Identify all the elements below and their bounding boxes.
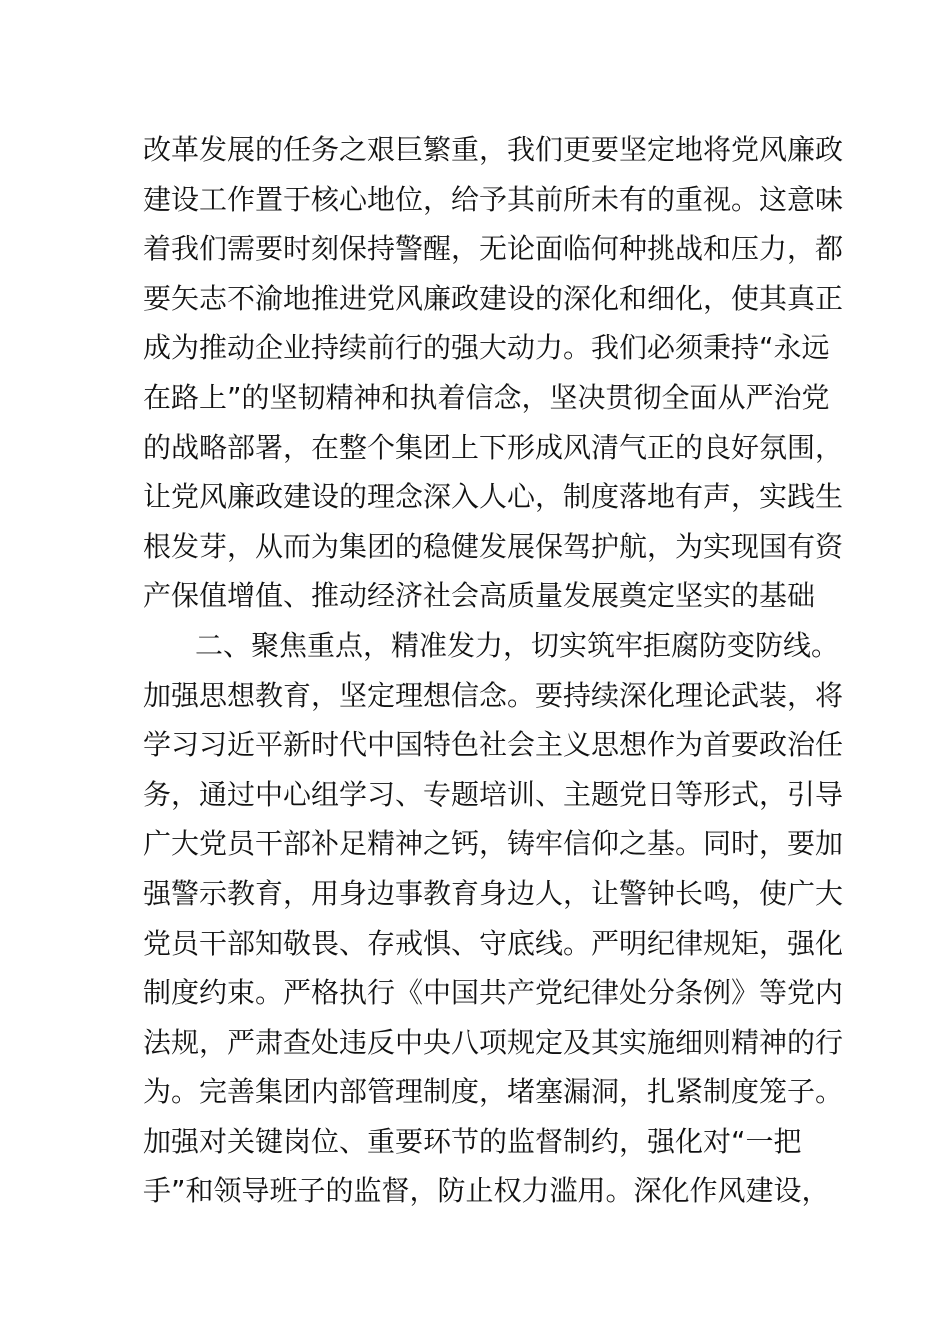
- text-line: 广大党员干部补足精神之钙，铸牢信仰之基。同时，要加: [143, 827, 844, 861]
- text-line: 根发芽，从而为集团的稳健发展保驾护航，为实现国有资: [143, 529, 844, 563]
- text-line: 手”和领导班子的监督，防止权力滥用。深化作风建设，: [143, 1174, 830, 1208]
- text-line: 为。完善集团内部管理制度，堵塞漏洞，扎紧制度笼子。: [143, 1075, 844, 1109]
- text-line: 在路上”的坚韧精神和执着信念，坚决贯彻全面从严治党: [143, 380, 830, 414]
- text-line: 要矢志不渝地推进党风廉政建设的深化和细化，使其真正: [143, 281, 844, 315]
- text-line: 法规，严肃查处违反中央八项规定及其实施细则精神的行: [143, 1025, 844, 1059]
- document-body-text: [143, 125, 844, 1216]
- text-line: 党员干部知敬畏、存戒惧、守底线。严明纪律规矩，强化: [143, 926, 844, 960]
- text-line: 建设工作置于核心地位，给予其前所未有的重视。这意味: [143, 182, 844, 216]
- text-line: 强警示教育，用身边事教育身边人，让警钟长鸣，使广大: [143, 876, 844, 910]
- text-line: 加强对关键岗位、重要环节的监督制约，强化对“一把: [143, 1124, 802, 1158]
- text-line: 的战略部署，在整个集团上下形成风清气正的良好氛围，: [143, 430, 844, 464]
- text-line: 改革发展的任务之艰巨繁重，我们更要坚定地将党风廉政: [143, 133, 844, 166]
- section-heading: 二、聚焦重点，精准发力，切实筑牢拒腐防变防线。: [195, 628, 840, 662]
- text-line: 成为推动企业持续前行的强大动力。我们必须秉持“永远: [143, 331, 830, 365]
- text-line: 产保值增值、推动经济社会高质量发展奠定坚实的基础: [143, 579, 816, 613]
- text-line: 制度约束。严格执行《中国共产党纪律处分条例》等党内: [143, 976, 844, 1010]
- text-line: 务，通过中心组学习、专题培训、主题党日等形式，引导: [143, 777, 844, 811]
- text-line: 加强思想教育，坚定理想信念。要持续深化理论武装，将: [143, 678, 844, 712]
- text-line: 让党风廉政建设的理念深入人心，制度落地有声，实践生: [143, 480, 844, 514]
- text-line: 学习习近平新时代中国特色社会主义思想作为首要政治任: [143, 728, 844, 762]
- text-line: 着我们需要时刻保持警醒，无论面临何种挑战和压力，都: [143, 232, 844, 266]
